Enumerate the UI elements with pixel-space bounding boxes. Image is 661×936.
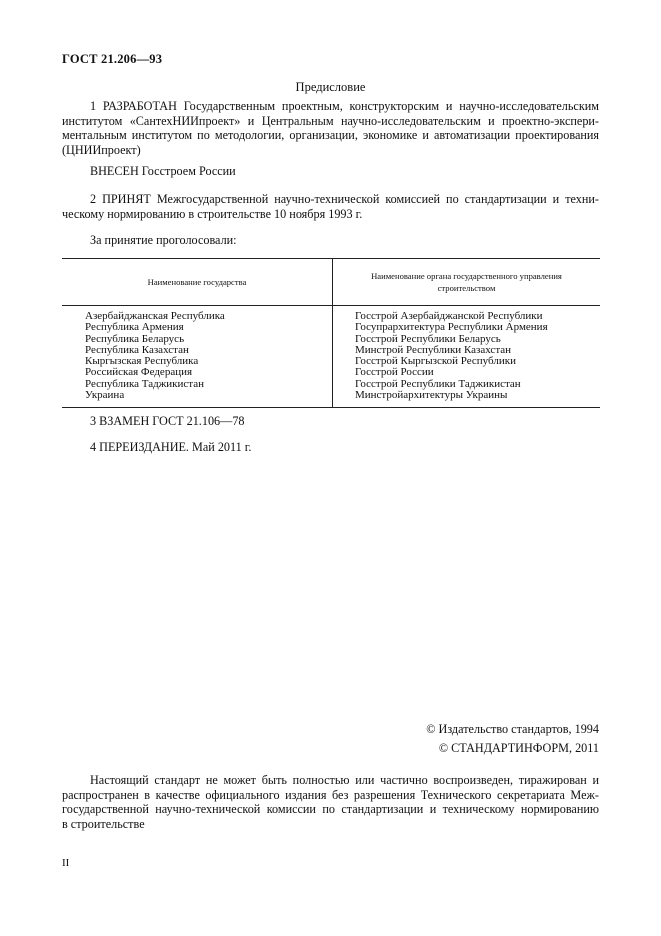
state-name: Республика Казахстан [85,343,189,356]
state-name: Республика Таджикистан [85,377,204,390]
document-code: ГОСТ 21.206—93 [62,52,163,66]
replaced-paragraph: 3 ВЗАМЕН ГОСТ 21.106—78 [90,414,245,428]
page-title: Предисловие [295,80,366,94]
notice-line: в строительстве [62,816,145,831]
body-name: Минстрой Республики Казахстан [355,343,512,356]
notice-line: Настоящий стандарт не может быть полностью или частично воспроизведен, тиражирован и [90,773,599,787]
state-name: Украина [85,389,125,402]
notice-paragraph [62,773,599,831]
header-body-line: Наименование органа государственного управления [371,271,562,281]
page-number: II [62,857,70,869]
header-body-line: строительством [437,283,496,293]
body-name: Госупрархитектура Республики Армения [355,321,548,334]
copyright-1994: © Издательство стандартов, 1994 [426,722,599,736]
header-body [333,259,601,306]
votes-table-header-row [62,259,600,306]
state-name: Республика Беларусь [85,332,185,345]
voted-label: За принятие проголосовали: [90,233,237,247]
developed-line: 1 РАЗРАБОТАН Государственным проектным, конструкторским и научно-исследовательским [90,99,599,113]
body-name: Госстрой Азербайджанской Республики [355,310,543,322]
developed-line: (ЦНИИпроект) [62,142,141,157]
states-column [62,306,333,408]
body-name: Госстрой России [355,366,434,379]
bodies-column [333,306,601,408]
notice-line: распространен в качестве официального издания без разрешения Технического секретариата Меж- [62,787,599,802]
body-name: Госстрой Республики Таджикистан [355,377,521,390]
state-name: Азербайджанская Республика [85,310,225,322]
state-name: Кыргызская Республика [85,355,199,368]
developed-line: институтом «СантехНИИпроект» и Центральным научно-исследовательским и проектно-экспери- [62,113,599,128]
state-name: Российская Федерация [85,366,193,379]
reissue-paragraph: 4 ПЕРЕИЗДАНИЕ. Май 2011 г. [90,440,252,454]
copyright-2011: © СТАНДАРТИНФОРМ, 2011 [438,741,599,755]
body-name: Минстройархитектуры Украины [355,389,508,402]
developed-line: ментальным институтом по методологии, организации, экономике и автоматизации проектирования [62,128,599,142]
votes-table-row [62,306,600,408]
header-state: Наименование государства [62,259,333,306]
votes-table [62,258,600,408]
body-name: Госстрой Республики Беларусь [355,332,501,345]
adopted-line: ческому нормированию в строительстве 10 ноября 1993 г. [62,206,363,221]
notice-line: государственной научно-технической комиссии по стандартизации и техническому нормированию [62,802,599,816]
introduced-paragraph: ВНЕСЕН Госстроем России [90,164,236,178]
developed-paragraph [62,99,599,157]
body-name: Госстрой Кыргызской Республики [355,355,516,368]
state-name: Республика Армения [85,321,184,334]
adopted-paragraph [62,192,599,221]
adopted-line: 2 ПРИНЯТ Межгосударственной научно-технической комиссией по стандартизации и техни- [90,192,599,206]
